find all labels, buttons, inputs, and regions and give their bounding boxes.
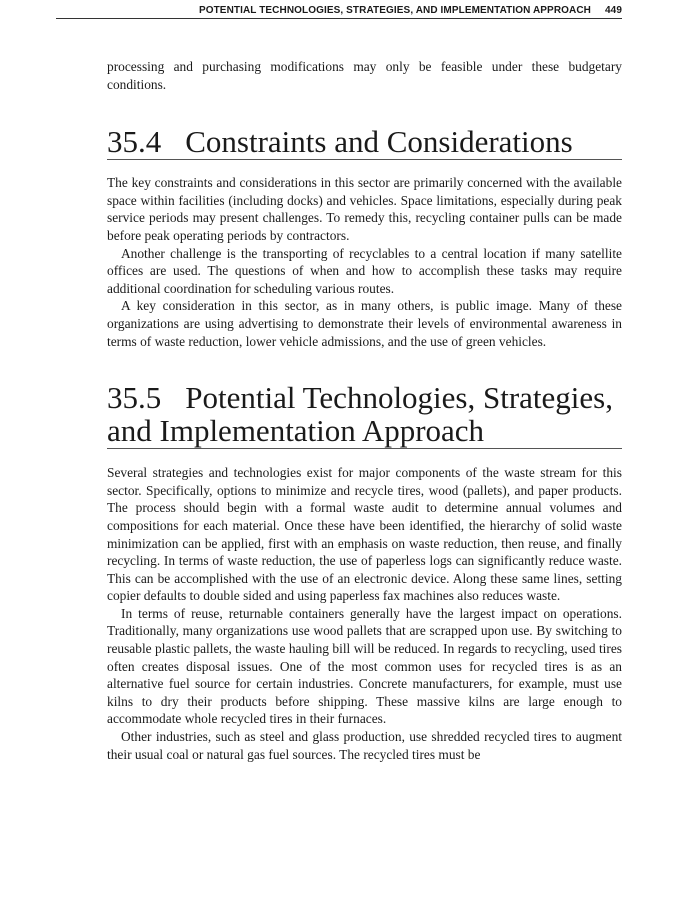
paragraph: A key consideration in this sector, as in many others, is public image. Many of these organizations are using advertising to demonstrate their levels of environmental awareness in terms of waste reduction, lower vehicle admissions, and the use of green vehicles. (107, 298, 622, 349)
section-title: Constraints and Considerations (185, 124, 573, 160)
paragraph: Other industries, such as steel and glass production, use shredded recycled tires to augment their usual coal or natural gas fuel sources. The recycled tires must be (107, 729, 622, 762)
intro-paragraph: processing and purchasing modifications may only be feasible under these budgetary conditions. (107, 59, 622, 92)
section-heading-35-4 (107, 125, 622, 160)
running-head (56, 4, 622, 19)
running-head-title: POTENTIAL TECHNOLOGIES, STRATEGIES, AND IMPLEMENTATION APPROACH (198, 5, 591, 16)
paragraph: In terms of reuse, returnable containers generally have the largest impact on operations. Traditionally, many organizations use wood pallets that are scrapped upon use. By switching to reusable plastic pallets, the waste hauling bill will be reduced. In regards to recycling, used tires often creates disposal issues. One of the most common uses for recycled tires is as an alternative fuel source for certain industries. Concrete manufacturers, for example, must use kilns to dry their products before shipping. These massive kilns are large enough to accommodate whole recycled tires in their furnaces. (107, 605, 622, 727)
page-number: 449 (605, 5, 622, 16)
paragraph: The key constraints and considerations in this sector are primarily concerned with the available space within facilities (including docks) and vehicles. Space limitations, especially during peak service periods may present challenges. To remedy this, recycling container pulls can be made before peak operating periods by contractors. (107, 175, 622, 243)
section-heading-35-5 (107, 381, 622, 449)
section-number: 35.5 (107, 380, 162, 416)
section-number: 35.4 (107, 124, 162, 160)
page-body (107, 58, 622, 763)
paragraph: Several strategies and technologies exist for major components of the waste stream for this sector. Specifically, options to minimize and recycle tires, wood (pallets), and paper products. The process should begin with a formal waste audit to determine annual volumes and compositions for each material. Once these have been identified, the hierarchy of solid waste minimization can be applied, first with an emphasis on waste reduction, then reuse, and finally recycling. In terms of waste reduction, the use of paperless logs can significantly reduce waste. This can be accomplished with the use of an electronic device. Along these same lines, setting copier defaults to double sided and using paperless fax machines also reduces waste. (107, 465, 622, 604)
paragraph: Another challenge is the transporting of recyclables to a central location if many satellite offices are used. The questions of when and how to accomplish these tasks may require additional coordination for scheduling various routes. (107, 245, 622, 296)
section-title: Potential Technologies, Strategies, and Implementation Approach (107, 380, 613, 449)
